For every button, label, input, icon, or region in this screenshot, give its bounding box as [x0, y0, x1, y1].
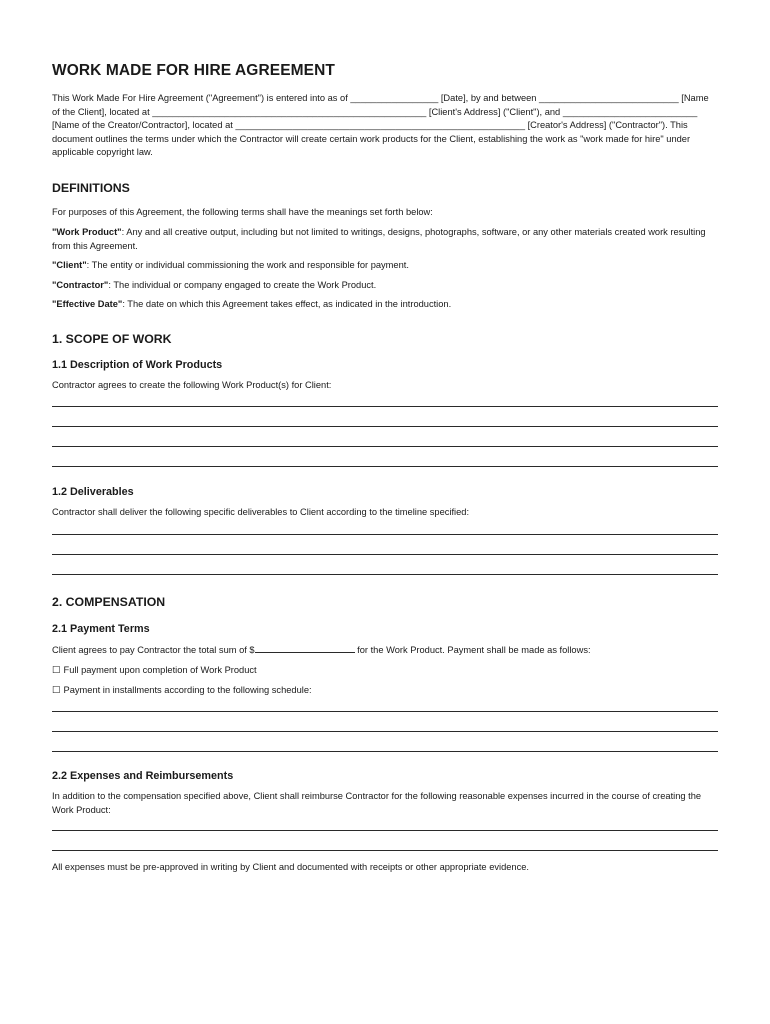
definition-text: : The entity or individual commissioning the work and responsible for payment. [86, 260, 409, 270]
expenses-text: In addition to the compensation specified above, Client shall reimburse Contractor for the following reasonable expenses incurred in the course of creating the Work Product: [52, 791, 702, 815]
definition-item [52, 226, 718, 253]
definition-text: : The date on which this Agreement takes effect, as indicated in the introduction. [122, 299, 452, 309]
payment-terms-heading: 2.1 Payment Terms [52, 622, 150, 635]
installments-option: ☐ Payment in installments according to the following schedule: [52, 684, 312, 696]
definition-text: : Any and all creative output, including but not limited to writings, designs, photographs, software, or any other materials created work resulting from this Agreement. [52, 227, 706, 251]
description-text: Contractor agrees to create the following Work Product(s) for Client: [52, 379, 332, 390]
document-title: WORK MADE FOR HIRE AGREEMENT [52, 62, 335, 79]
amount-blank[interactable] [255, 643, 355, 653]
definition-text: : The individual or company engaged to create the Work Product. [108, 279, 377, 290]
payment-terms-text: Client agrees to pay Contractor the total sum of $ for the Work Product. Payment shall be made as follows: [52, 644, 591, 655]
checkbox-icon[interactable]: ☐ [52, 684, 61, 696]
deliverables-heading: 1.2 Deliverables [52, 486, 134, 498]
full-payment-option: ☐ Full payment upon completion of Work Product [52, 665, 257, 676]
definitions-heading: DEFINITIONS [52, 180, 130, 195]
description-heading: 1.1 Description of Work Products [52, 358, 223, 371]
deliverables-text: Contractor shall deliver the following specific deliverables to Client according to the timeline specified: [52, 507, 470, 517]
expenses-heading: 2.2 Expenses and Reimbursements [52, 770, 234, 782]
intro-paragraph: This Work Made For Hire Agreement ("Agreement") is entered into as of _________________ [Date], by and between ___________________________ [Name of the Client], located at _____________________________________________________ [Client's Address] ("Client"), and __________________________ [Name of the Creator/Contractor], located at ________________________________________________________ [Creator's Address] ("Contractor"). This document outlines the terms under which the Contractor will create certain work products for the Client, establishing the work as "work made for hire" under applicable copyright law. [52, 93, 709, 157]
compensation-heading: 2. COMPENSATION [52, 594, 166, 609]
scope-heading: 1. SCOPE OF WORK [52, 331, 172, 346]
definitions-lead: For purposes of this Agreement, the following terms shall have the meanings set forth below: [52, 206, 433, 217]
document-page [52, 62, 718, 875]
definition-item [52, 279, 718, 293]
definition-term: "Work Product" [52, 227, 122, 237]
definition-term: "Contractor" [52, 279, 109, 290]
definition-term: "Client" [52, 260, 87, 270]
definition-item [52, 259, 718, 273]
definition-term: "Effective Date" [52, 299, 123, 309]
definition-item [52, 298, 718, 312]
checkbox-icon[interactable]: ☐ [52, 665, 61, 676]
expenses-note: All expenses must be pre-approved in writing by Client and documented with receipts or other appropriate evidence. [52, 862, 529, 872]
